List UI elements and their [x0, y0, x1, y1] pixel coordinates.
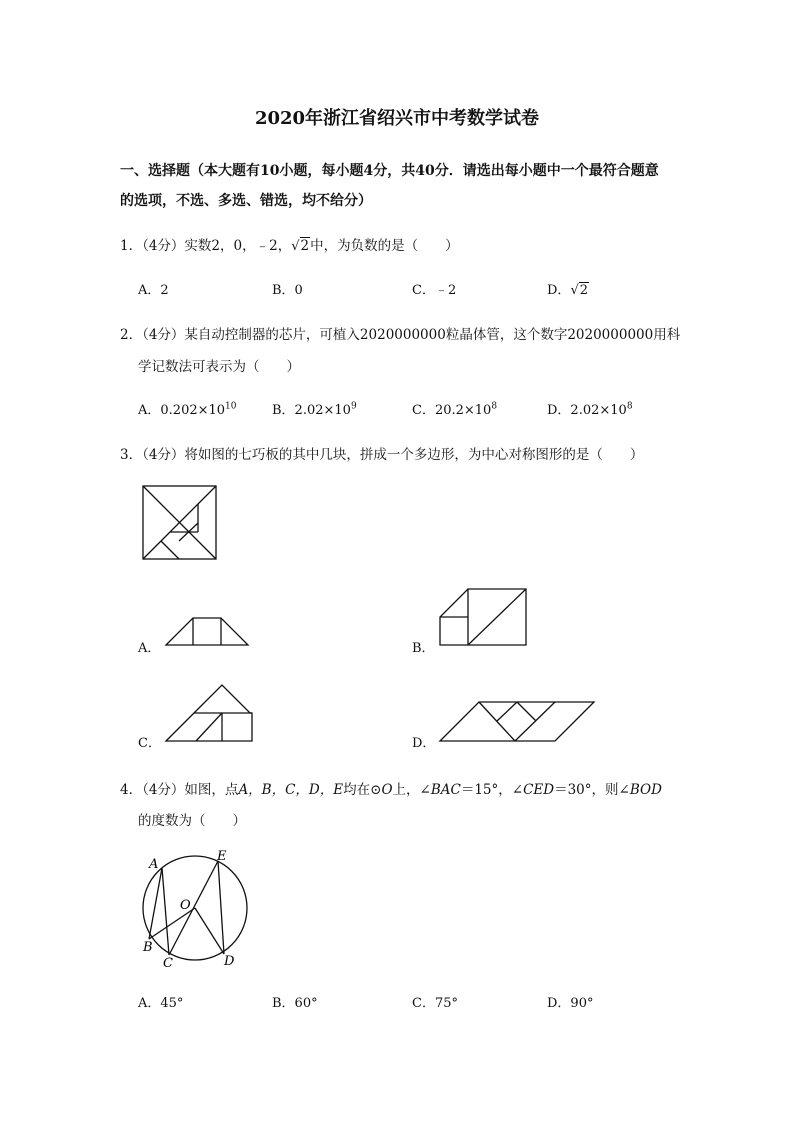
- q1-option-a[interactable]: A．2: [138, 283, 169, 298]
- section-heading-line2: 的选项，不选、多选、错选，均不给分）: [120, 193, 372, 209]
- q4-option-c[interactable]: C．75°: [412, 996, 458, 1011]
- question-1-stem: [120, 234, 459, 254]
- q4-option-d[interactable]: D．90°: [547, 996, 594, 1011]
- question-2-stem-line1: 2．（4分）某自动控制器的芯片，可植入2020000000粒晶体管，这个数字2020000000用科: [120, 327, 681, 343]
- q3-option-d-figure[interactable]: [440, 702, 596, 742]
- q3-option-b[interactable]: B．: [412, 641, 435, 656]
- question-4-stem-line2: 的度数为（ ）: [138, 813, 246, 829]
- q3-option-a-figure[interactable]: [166, 618, 250, 646]
- q1-option-d[interactable]: D．√2: [547, 283, 589, 298]
- q3-option-b-figure[interactable]: [440, 589, 528, 647]
- page-title: 2020年浙江省绍兴市中考数学试卷: [254, 108, 540, 129]
- q1-stem-part2: 中，为负数的是（ ）: [310, 238, 459, 254]
- q1-stem-part1: 1．（4分）实数2，0，﹣2，: [120, 238, 292, 254]
- sqrt-symbol: √2: [570, 283, 589, 298]
- q2-option-a[interactable]: A．$0.202\times 10^{10}$: [138, 401, 237, 418]
- circle-figure: [140, 848, 250, 971]
- section-heading-line1: 一、选择题（本大题有10小题，每小题4分，共40分．请选出每小题中一个最符合题意: [120, 163, 659, 179]
- point-label-o: O: [180, 898, 191, 913]
- point-label-a: A: [149, 857, 159, 872]
- q3-option-c[interactable]: C．: [138, 736, 161, 751]
- point-label-c: C: [163, 956, 173, 971]
- q2-option-d[interactable]: D．$2.02\times 10^8$: [547, 401, 633, 418]
- question-4-stem-line1: 4．（4分）如图，点A，B，C，D，E均在⊙O上，∠BAC＝15°，∠CED＝30°，则∠BOD: [120, 782, 662, 798]
- tangram-figure: [143, 486, 217, 560]
- point-label-d: D: [224, 954, 235, 969]
- q3-option-d[interactable]: D．: [412, 736, 436, 751]
- q1-option-c[interactable]: C．﹣2: [412, 283, 457, 298]
- q2-option-b[interactable]: B．$2.02\times 10^9$: [272, 401, 357, 418]
- q4-option-a[interactable]: A．45°: [138, 996, 184, 1011]
- sqrt-symbol: √2: [291, 238, 310, 254]
- q1-option-b[interactable]: B．0: [272, 283, 303, 298]
- q3-option-c-figure[interactable]: [166, 685, 256, 743]
- question-3-stem: 3．（4分）将如图的七巧板的其中几块，拼成一个多边形，为中心对称图形的是（ ）: [120, 447, 644, 463]
- question-2-stem-line2: 学记数法可表示为（ ）: [138, 359, 300, 375]
- q3-option-a[interactable]: A．: [138, 641, 161, 656]
- point-label-e: E: [217, 849, 227, 864]
- point-label-b: B: [143, 940, 153, 955]
- q4-option-b[interactable]: B．60°: [272, 996, 318, 1011]
- q2-option-c[interactable]: C．$20.2\times 10^8$: [412, 401, 498, 418]
